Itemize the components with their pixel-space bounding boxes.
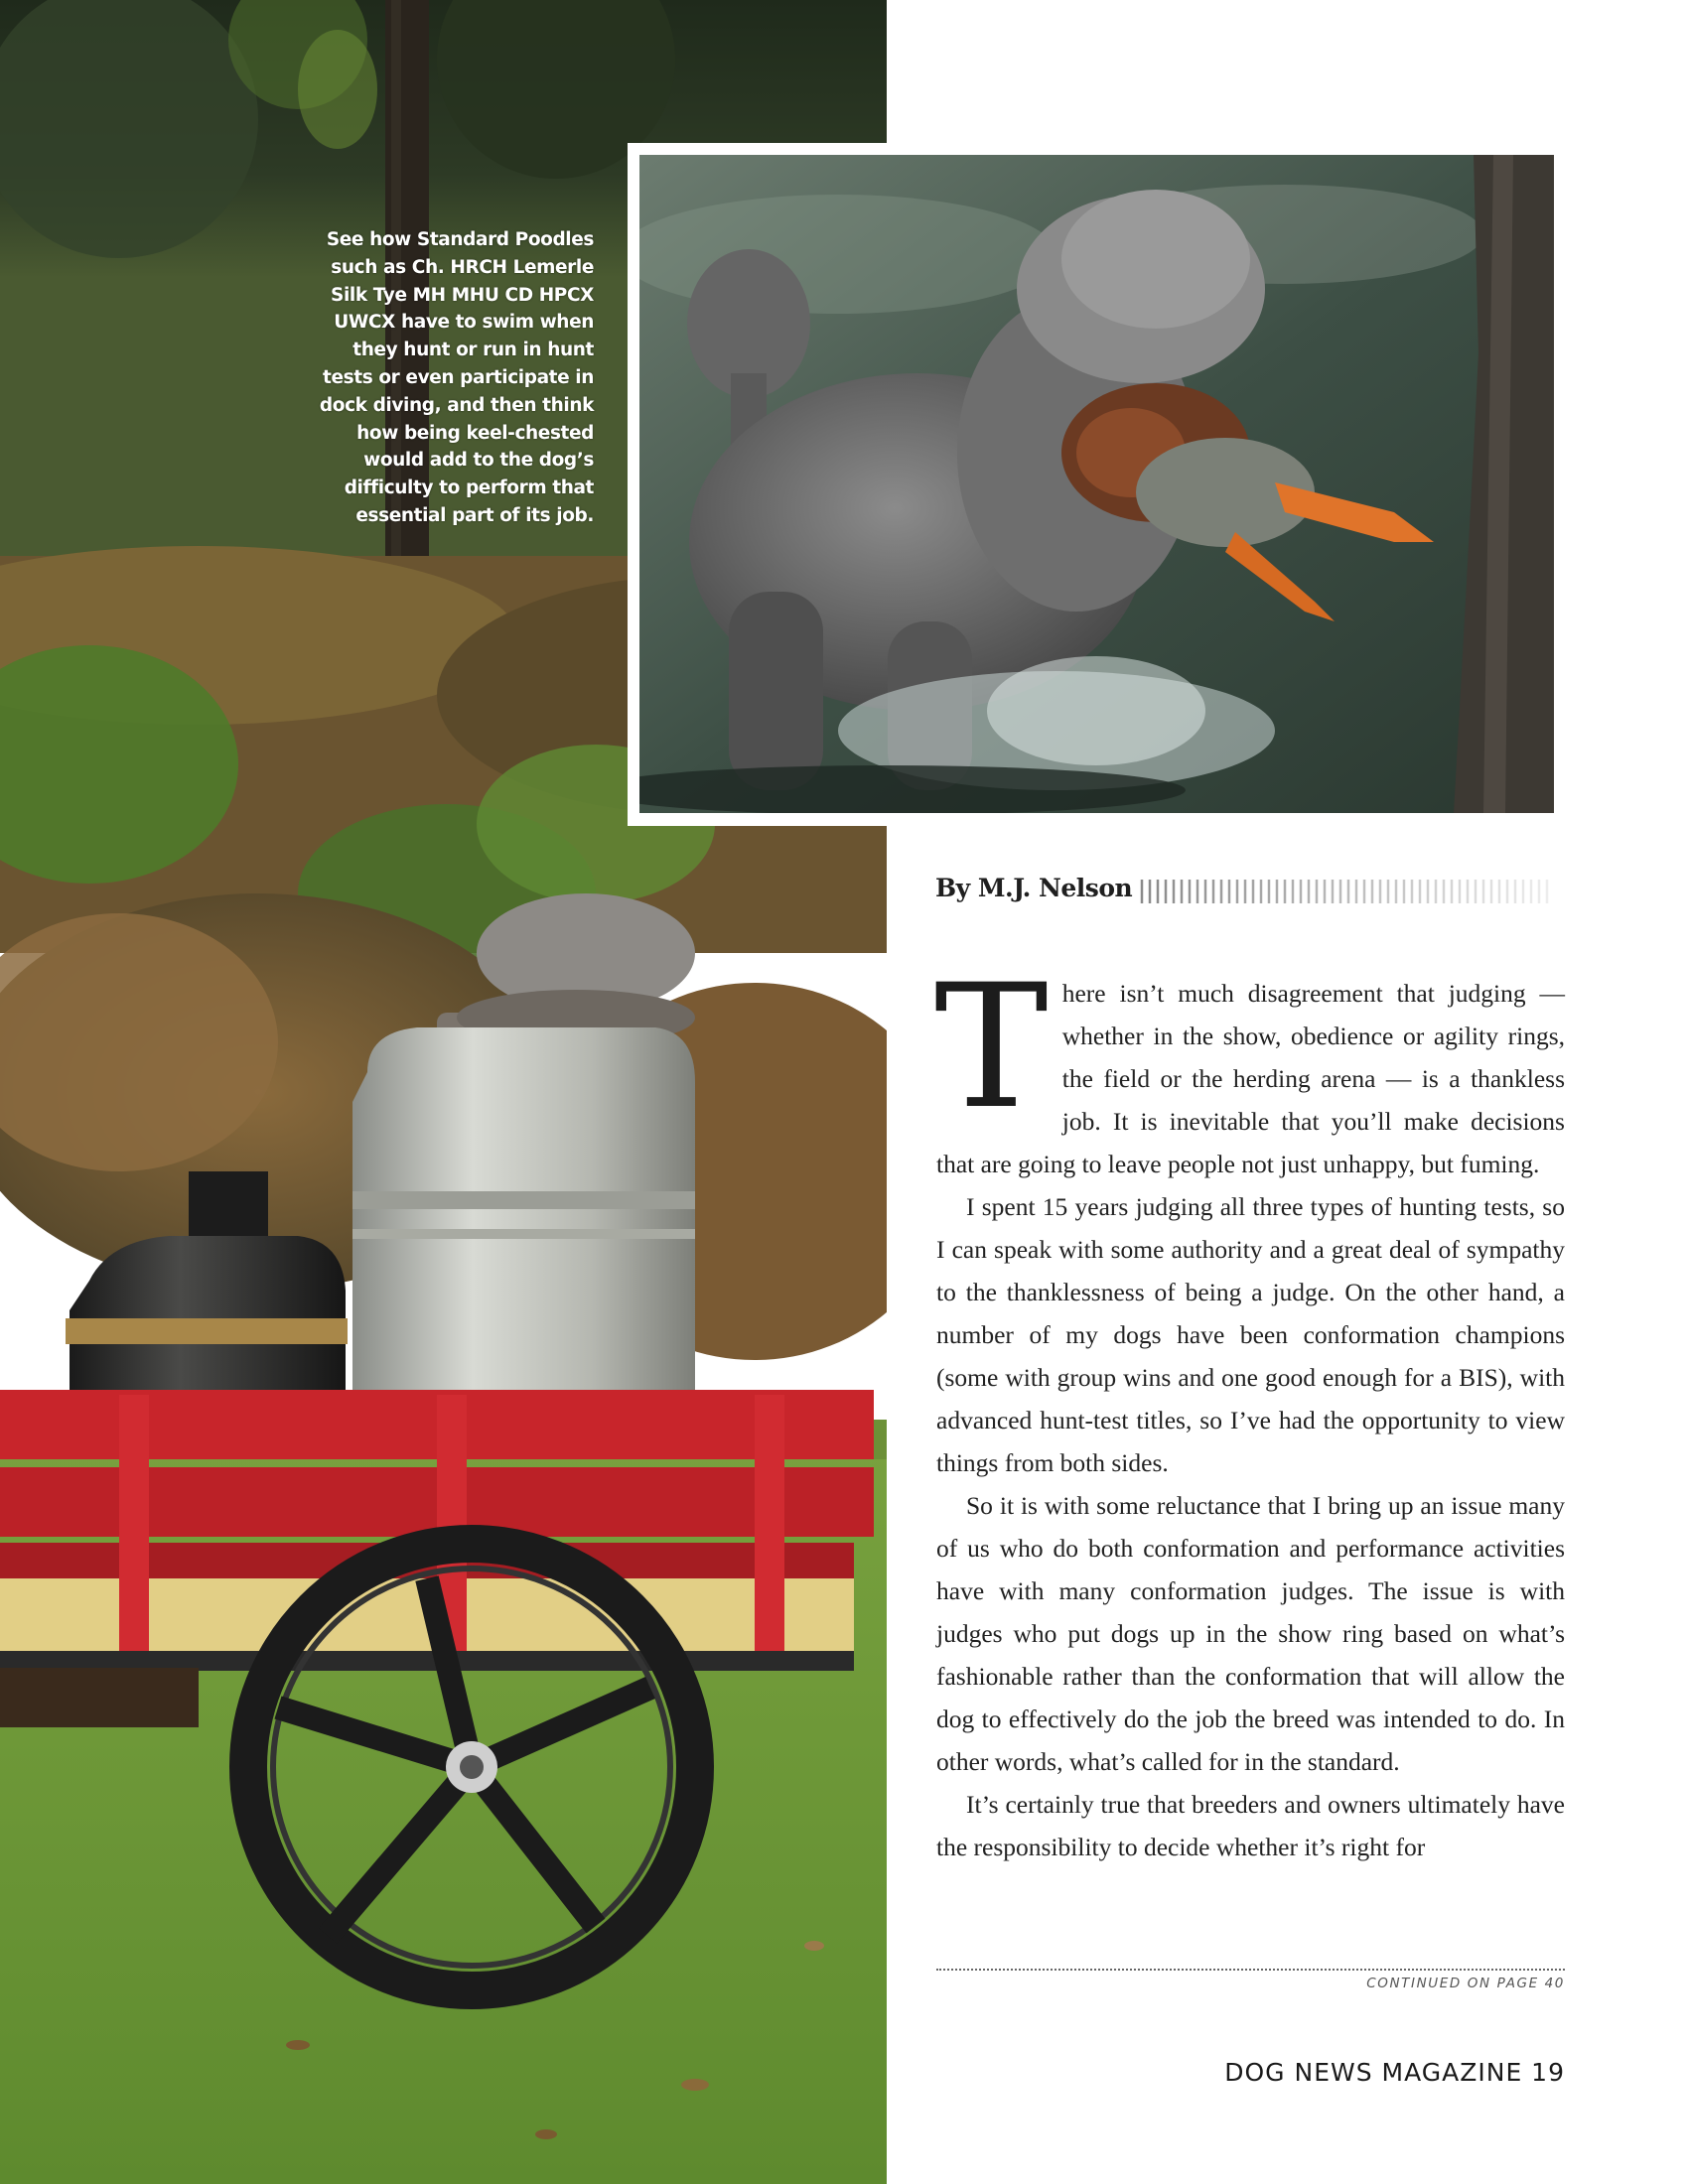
caption-line: essential part of its job. [355,504,594,526]
caption-line: See how Standard Poodles [326,229,594,250]
continued-on-note: CONTINUED ON PAGE 40 [1366,1976,1565,1991]
caption-line: they hunt or run in hunt [352,340,594,361]
caption-line: how being keel-chested [356,422,594,444]
article-paragraph: I spent 15 years judging all three types of hunting tests, so I can speak with some authority and a great deal of sympathy to the thanklessness of being a judge. On the other hand, a number of my dogs have been conformation champions (some with group wins and one good enough for a BIS), with advanced hunt-test titles, so I’ve had the opportunity to view things from both sides. [936,1192,1565,1477]
caption-line: UWCX have to swim when [334,312,594,334]
byline-decorative-rule [1140,878,1567,905]
photo-caption [298,226,594,530]
poodle-retrieving-duck-photo [639,155,1554,813]
paragraph-text: here isn’t much disagreement that judging — whether in the show, obedience or agility rings, the field or the herding arena — is a thankless job. It is inevitable that you’ll make decisions that are going to leave people not just unhappy, but fuming. [936,979,1565,1178]
continuation-divider [936,1969,1565,1971]
article-paragraph: So it is with some reluctance that I bring up an issue many of us who do both conformation and performance activities have with many conformation judges. The issue is with judges who put dogs up in the show ring based on what’s fashionable rather than the conformation that will allow the dog to effectively do the job the breed was intended to do. In other words, what’s called for in the standard. [936,1491,1565,1776]
caption-line: would add to the dog’s [363,450,594,472]
article-paragraph [934,947,1565,1185]
caption-line: tests or even participate in [323,366,594,388]
caption-line: such as Ch. HRCH Lemerle [331,256,594,278]
article-paragraph: It’s certainly true that breeders and owners ultimately have the responsibility to decide whether it’s right for [936,1790,1565,1861]
page-folio: DOG NEWS MAGAZINE 19 [1224,2058,1565,2087]
drop-cap: T [934,947,1049,1147]
article-body [934,947,1565,1868]
caption-line: difficulty to perform that [344,478,594,499]
caption-line: Silk Tye MH MHU CD HPCX [331,284,594,306]
byline: By M.J. Nelson [935,874,1133,902]
caption-line: dock diving, and then think [319,394,594,416]
inset-photo-frame [628,143,1560,826]
